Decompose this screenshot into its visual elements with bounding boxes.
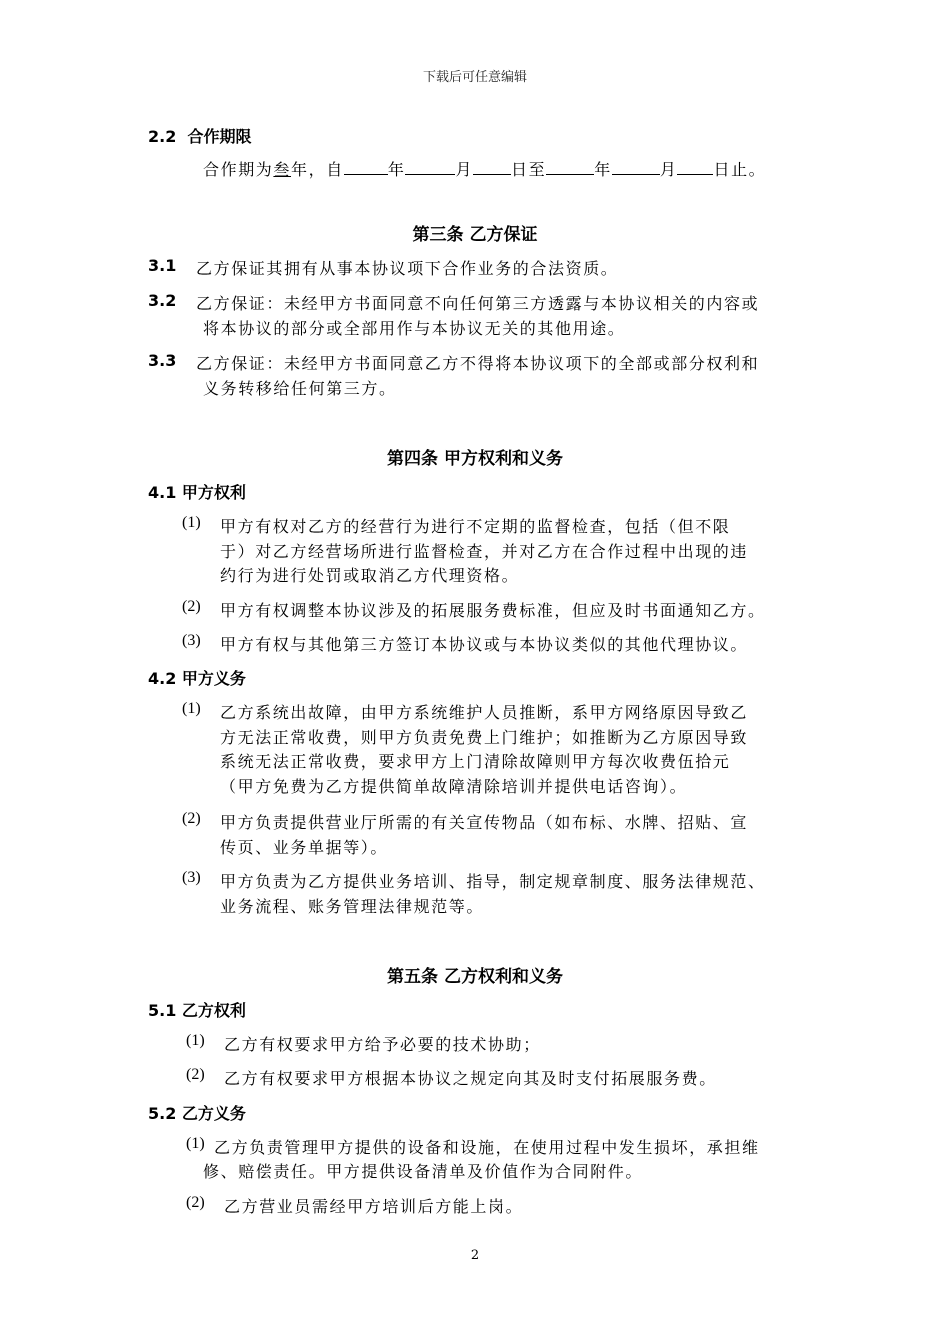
page-header: 下载后可任意编辑 (422, 70, 527, 85)
item-text: 甲方有权对乙方的经营行为进行不定期的监督检查，包括（但不限 (220, 517, 731, 536)
cooperation-period-line (203, 157, 766, 180)
item-text: 甲方负责为乙方提供业务培训、指导，制定规章制度、服务法律规范、 (220, 872, 766, 891)
item-text: 约行为进行处罚或取消乙方代理资格。 (220, 566, 520, 585)
period-from: 年，自 (291, 160, 344, 179)
item-text: 修、赔偿责任。甲方提供设备清单及价值作为合同附件。 (203, 1162, 644, 1181)
article-5-title: 第五条 乙方权利和义务 (387, 967, 563, 987)
start-month-blank[interactable] (405, 160, 455, 175)
item-text: 甲方有权调整本协议涉及的拓展服务费标准，但应及时书面通知乙方。 (220, 601, 766, 620)
subsection-heading: 5.1 乙方权利 (148, 1001, 246, 1020)
section-2-2-heading (148, 124, 252, 147)
subsection-heading: 4.2 甲方义务 (148, 669, 246, 688)
page-number: 2 (470, 1248, 480, 1263)
label-day-to: 日至 (511, 160, 547, 179)
item-text: 乙方保证：未经甲方书面同意不向任何第三方透露与本协议相关的内容或 (196, 294, 760, 313)
label-year: 年 (594, 160, 612, 179)
item-text: 乙方营业员需经甲方培训后方能上岗。 (224, 1197, 524, 1216)
item-number: 3.3 (148, 351, 177, 370)
item-text: 方无法正常收费，则甲方负责免费上门维护；如推断为乙方原因导致 (220, 728, 749, 747)
item-number: (1) (186, 1032, 205, 1049)
start-day-blank[interactable] (473, 160, 511, 175)
label-year: 年 (387, 160, 406, 179)
item-text: 甲方负责提供营业厅所需的有关宣传物品（如布标、水牌、招贴、宣 (220, 813, 749, 832)
article-3-title: 第三条 乙方保证 (412, 225, 538, 245)
subsection-heading: 5.2 乙方义务 (148, 1104, 246, 1123)
item-text: 甲方有权与其他第三方签订本协议或与本协议类似的其他代理协议。 (220, 635, 749, 654)
item-text: 于）对乙方经营场所进行监督检查，并对乙方在合作过程中出现的违 (220, 542, 749, 561)
label-month: 月 (455, 160, 474, 179)
item-number: (1) (182, 514, 201, 531)
label-day-end: 日止。 (713, 160, 767, 179)
item-text: 乙方保证：未经甲方书面同意乙方不得将本协议项下的全部或部分权利和 (196, 354, 760, 373)
subsection-heading: 4.1 甲方权利 (148, 483, 246, 502)
item-text: 乙方负责管理甲方提供的设备和设施，在使用过程中发生损坏，承担维 (214, 1138, 760, 1157)
period-prefix: 合作期为 (203, 160, 274, 179)
item-number: (2) (186, 1194, 205, 1211)
section-number: 2.2 (148, 127, 177, 146)
item-text: 业务流程、账务管理法律规范等。 (220, 897, 485, 916)
period-years: 叁 (273, 160, 292, 179)
item-number: 3.2 (148, 291, 177, 310)
item-number: (1) (186, 1135, 205, 1152)
item-number: (3) (182, 632, 201, 649)
label-month: 月 (659, 160, 678, 179)
start-year-blank[interactable] (344, 160, 388, 175)
item-text: 义务转移给任何第三方。 (203, 379, 397, 398)
item-text: 将本协议的部分或全部用作与本协议无关的其他用途。 (203, 319, 626, 338)
item-text: 乙方系统出故障，由甲方系统维护人员推断，系甲方网络原因导致乙 (220, 703, 749, 722)
item-text: 系统无法正常收费，要求甲方上门清除故障则甲方每次收费伍拾元 (220, 752, 731, 771)
item-number: (1) (182, 700, 201, 717)
end-day-blank[interactable] (677, 160, 713, 175)
item-text: 乙方保证其拥有从事本协议项下合作业务的合法资质。 (196, 259, 619, 278)
section-title: 合作期限 (187, 127, 252, 146)
item-number: 3.1 (148, 256, 177, 275)
item-number: (3) (182, 869, 201, 886)
article-4-title: 第四条 甲方权利和义务 (387, 449, 563, 469)
end-year-blank[interactable] (546, 160, 594, 175)
item-text: 乙方有权要求甲方给予必要的技术协助； (224, 1035, 541, 1054)
item-text: （甲方免费为乙方提供简单故障清除培训并提供电话咨询）。 (220, 777, 688, 796)
end-month-blank[interactable] (612, 160, 660, 175)
item-text: 传页、业务单据等）。 (220, 838, 389, 857)
item-number: (2) (182, 598, 201, 615)
item-number: (2) (186, 1066, 205, 1083)
item-number: (2) (182, 810, 201, 827)
item-text: 乙方有权要求甲方根据本协议之规定向其及时支付拓展服务费。 (224, 1069, 717, 1088)
